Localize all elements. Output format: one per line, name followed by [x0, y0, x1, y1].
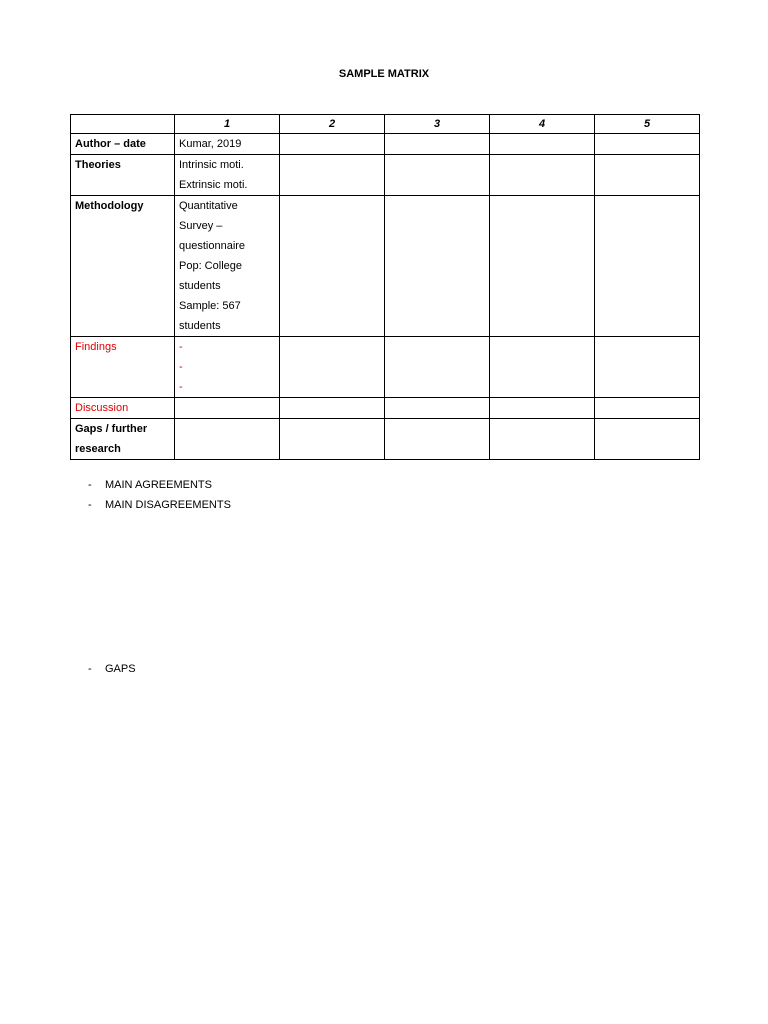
cell-empty	[385, 155, 490, 196]
cell-empty	[175, 419, 280, 460]
bullet-text: MAIN AGREEMENTS	[105, 479, 212, 491]
cell-theories-col1	[175, 155, 280, 196]
row-label-theories: Theories	[71, 155, 175, 196]
cell-text: Intrinsic moti.	[179, 159, 244, 171]
header-cell-3: 3	[385, 115, 490, 134]
cell-empty	[595, 155, 700, 196]
header-cell-1: 1	[175, 115, 280, 134]
row-label-author-date: Author – date	[71, 134, 175, 155]
bullet-text: MAIN DISAGREEMENTS	[105, 499, 231, 511]
cell-text: -	[179, 381, 183, 393]
table-row-methodology	[71, 196, 700, 337]
bullet-dash: -	[88, 663, 92, 675]
cell-empty	[490, 398, 595, 419]
list-item	[88, 659, 136, 679]
cell-empty	[385, 134, 490, 155]
row-label-methodology: Methodology	[71, 196, 175, 337]
table-row-theories	[71, 155, 700, 196]
cell-text: Extrinsic moti.	[179, 179, 248, 191]
cell-methodology-col1	[175, 196, 280, 337]
table-row-author-date	[71, 134, 700, 155]
cell-text: -	[179, 361, 183, 373]
cell-empty	[280, 419, 385, 460]
cell-empty	[595, 398, 700, 419]
cell-empty	[490, 337, 595, 398]
cell-text: Kumar, 2019	[179, 138, 242, 150]
bullet-list-agreements	[88, 475, 231, 515]
cell-empty	[280, 134, 385, 155]
cell-empty	[490, 134, 595, 155]
row-label-line: Gaps / further	[75, 423, 148, 435]
bullet-dash: -	[88, 499, 92, 511]
cell-empty	[385, 337, 490, 398]
cell-text: Sample: 567	[179, 300, 241, 312]
cell-empty	[490, 196, 595, 337]
cell-text: Pop: College	[179, 260, 242, 272]
bullet-list-gaps	[88, 659, 136, 679]
header-cell-4: 4	[490, 115, 595, 134]
cell-text: students	[179, 320, 221, 332]
cell-empty	[595, 196, 700, 337]
cell-empty	[280, 337, 385, 398]
cell-text: Quantitative	[179, 200, 238, 212]
cell-empty	[385, 398, 490, 419]
list-item	[88, 475, 231, 495]
cell-text: -	[179, 341, 183, 353]
cell-text: questionnaire	[179, 240, 246, 252]
cell-empty	[280, 196, 385, 337]
cell-text: Survey –	[179, 220, 223, 232]
cell-empty	[595, 337, 700, 398]
cell-author-col1	[175, 134, 280, 155]
cell-empty	[385, 196, 490, 337]
cell-empty	[280, 155, 385, 196]
cell-text: students	[179, 280, 221, 292]
list-item	[88, 495, 231, 515]
row-label-line: research	[75, 443, 121, 455]
cell-empty	[490, 419, 595, 460]
table-row-findings	[71, 337, 700, 398]
cell-empty	[175, 398, 280, 419]
header-cell-5: 5	[595, 115, 700, 134]
row-label-findings: Findings	[71, 337, 175, 398]
header-cell-2: 2	[280, 115, 385, 134]
bullet-dash: -	[88, 479, 92, 491]
table-header-row	[71, 115, 700, 134]
row-label-gaps	[71, 419, 175, 460]
row-label-discussion: Discussion	[71, 398, 175, 419]
cell-findings-col1	[175, 337, 280, 398]
header-cell-empty	[71, 115, 175, 134]
table-row-gaps	[71, 419, 700, 460]
sample-matrix-table	[70, 114, 700, 460]
cell-empty	[595, 419, 700, 460]
bullet-text: GAPS	[105, 663, 136, 675]
cell-empty	[595, 134, 700, 155]
table-row-discussion	[71, 398, 700, 419]
cell-empty	[385, 419, 490, 460]
cell-empty	[490, 155, 595, 196]
page-title: SAMPLE MATRIX	[338, 68, 430, 80]
cell-empty	[280, 398, 385, 419]
